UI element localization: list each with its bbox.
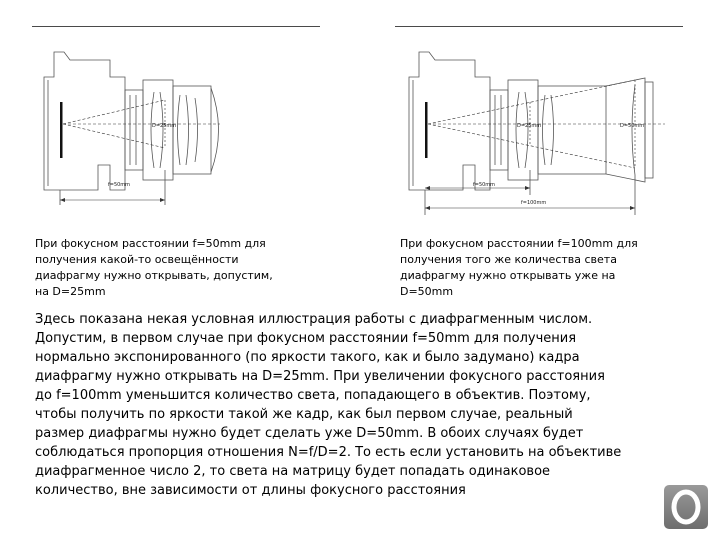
body-line: диафрагму нужно открывать на D=25mm. При увеличении фокусного расстояния [35,369,605,384]
aperture-label-right-2: D=50mm [620,123,645,129]
body-line: соблюдаться пропорция отношения N=f/D=2. То есть если установить на объективе [35,445,622,460]
caption-left-line: При фокусном расстоянии f=50mm для [35,237,266,250]
camera-diagram-f100 [395,40,695,220]
focal-label-left: f=50mm [108,182,131,188]
camera-diagram-f50 [30,40,330,210]
top-rule-left [32,26,320,27]
caption-right [400,236,638,300]
body-line: размер диафрагмы нужно будет сделать уже D=50mm. В обоих случаях будет [35,426,584,441]
logo-badge [664,485,708,529]
body-line: до f=100mm уменьшится количество света, попадающего в объектив. Поэтому, [35,388,591,403]
focal-label-right-2: f=100mm [521,200,547,206]
caption-left [35,236,273,300]
caption-left-line: получения какой-то освещённости [35,253,239,266]
body-line: диафрагменное число 2, то света на матрицу будет попадать одинаковое [35,464,551,479]
caption-right-line: диафрагму нужно открывать уже на [400,269,616,282]
focal-label-right-1: f=50mm [473,182,496,188]
caption-left-line: на D=25mm [35,285,106,298]
caption-right-line: При фокусном расстоянии f=100mm для [400,237,638,250]
body-line: количество, вне зависимости от длины фокусного расстояния [35,483,466,498]
body-paragraph [35,310,685,500]
body-line: Здесь показана некая условная иллюстрация работы с диафрагменным числом. [35,312,593,327]
caption-left-line: диафрагму нужно открывать, допустим, [35,269,273,282]
o-logo-icon [664,485,708,529]
body-line: Допустим, в первом случае при фокусном расстоянии f=50mm для получения [35,331,577,346]
aperture-label-left: D=25mm [152,123,177,129]
body-line: чтобы получить по яркости такой же кадр, как был первом случае, реальный [35,407,573,422]
caption-right-line: D=50mm [400,285,454,298]
body-line: нормально экспонированного (по яркости такого, как и было задумано) кадра [35,350,580,365]
caption-right-line: получения того же количества света [400,253,617,266]
aperture-label-right-1: D=25mm [517,123,542,129]
top-rule-right [395,26,683,27]
